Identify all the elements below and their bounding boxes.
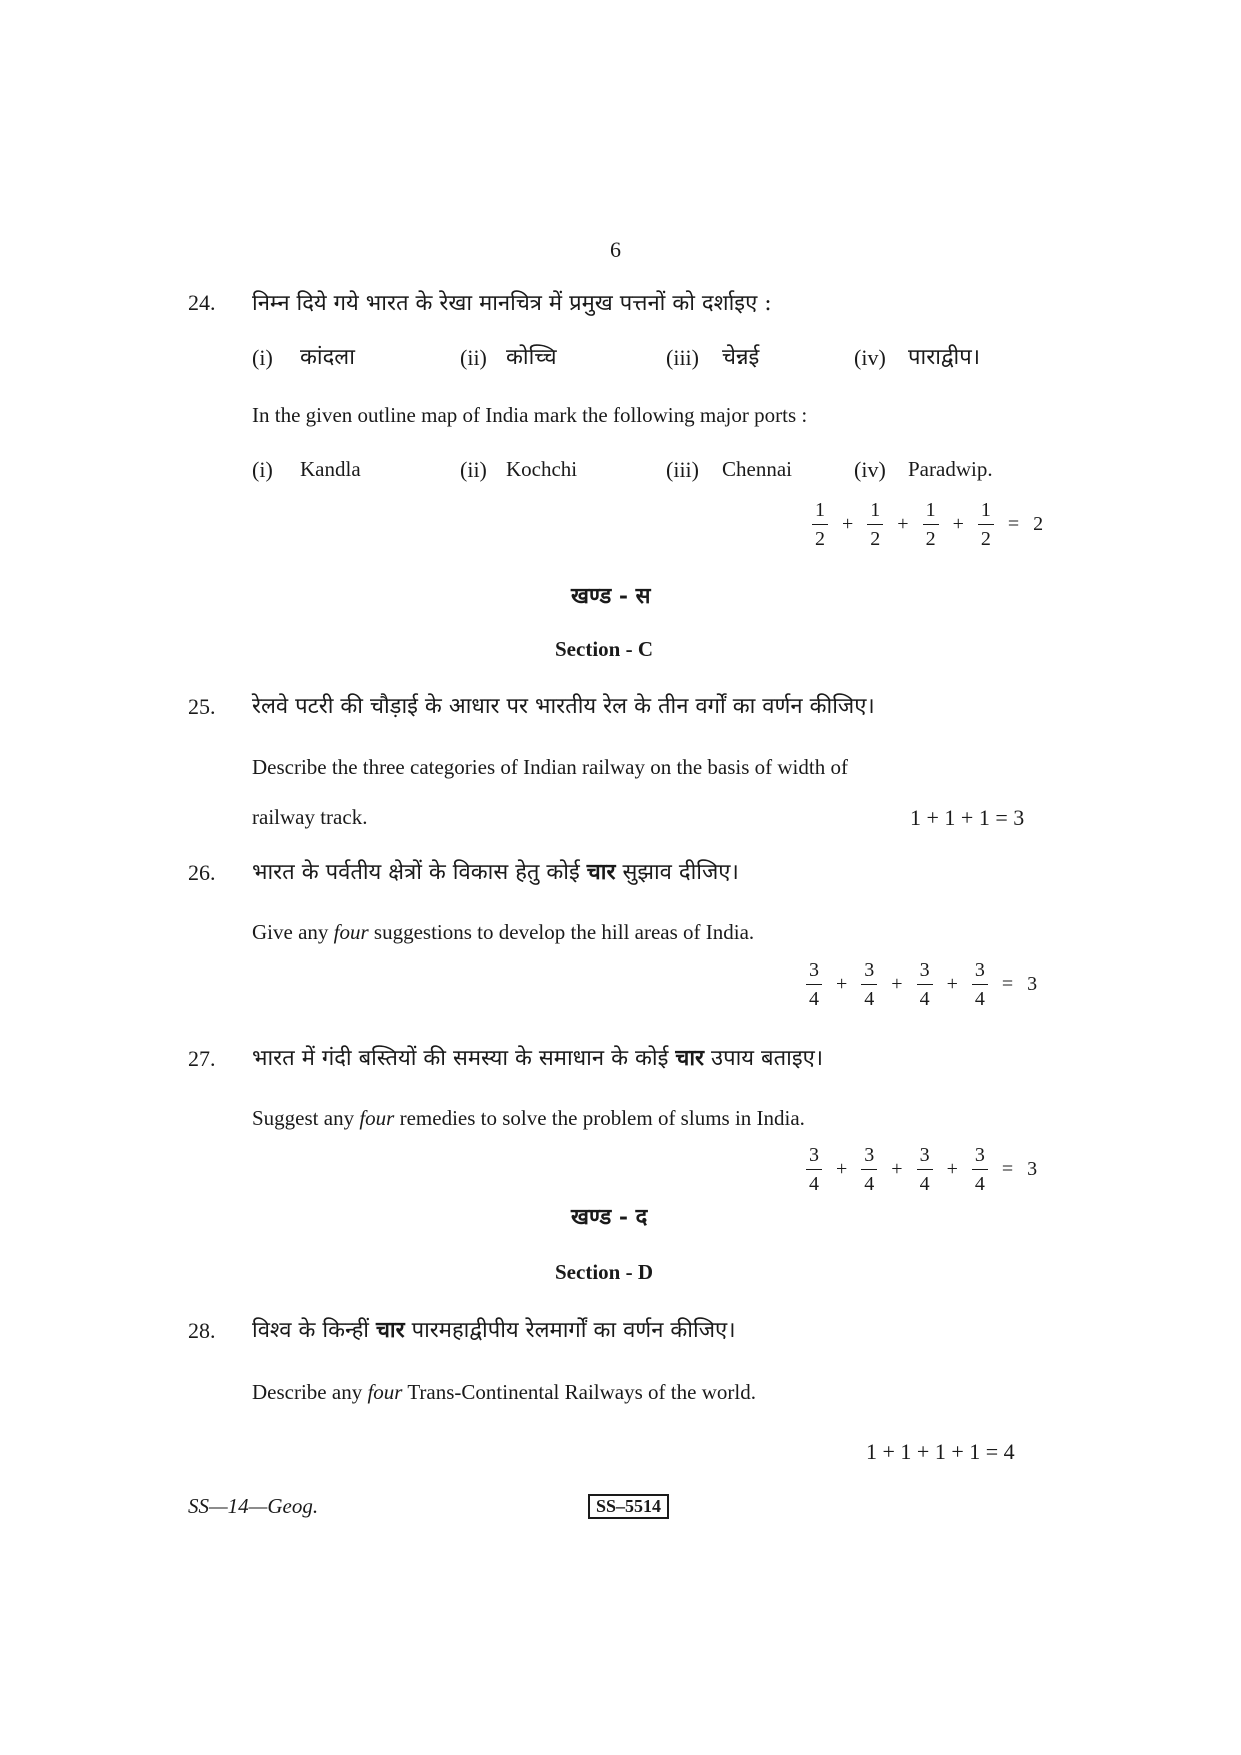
equals-sign: = [1007,513,1020,535]
section-d-hindi-heading: खण्ड - द [571,1204,648,1230]
q28-hindi-post: पारमहाद्वीपीय रेलमार्गों का वर्णन कीजिए। [404,1318,736,1343]
q24-en-opt1-label: (i) [252,457,273,482]
plus-sign: + [842,513,854,535]
q24-mark-fraction-3: $\frac{1}{2}$ [923,500,939,549]
q27-mark-fraction-3: $\frac{3}{4}$ [917,1145,933,1194]
q26-hindi-pre: भारत के पर्वतीय क्षेत्रों के विकास हेतु कोई [252,860,587,885]
plus-sign: + [891,973,903,995]
q27-english-pre: Suggest any [252,1106,360,1130]
q26-hindi-text [252,856,739,886]
q28-english-post: Trans-Continental Railways of the world. [402,1380,756,1404]
q28-english-ital: four [367,1380,403,1404]
q26-hindi-bold: चार [586,859,616,885]
q24-english-text: In the given outline map of India mark the following major ports : [252,403,808,427]
q24-hi-opt2-label: (ii) [460,345,487,370]
q28-english-pre: Describe any [252,1380,368,1404]
plus-sign: + [946,973,958,995]
q26-marks [806,960,1037,1009]
q26-mark-fraction-1: $\frac{3}{4}$ [806,960,822,1009]
q27-hindi-text [252,1042,823,1072]
q24-hi-opt4-label: (iv) [854,345,886,370]
q26-mark-fraction-2: $\frac{3}{4}$ [861,960,877,1009]
equals-sign: = [1001,973,1014,995]
q24-marks-total: 2 [1033,513,1044,535]
q24-marks [812,500,1043,549]
equals-sign: = [1001,1158,1014,1180]
q24-hi-opt1: कांदला [300,345,355,370]
q26-english-pre: Give any [252,920,334,944]
plus-sign: + [897,513,909,535]
section-c-hindi-heading: खण्ड - स [571,583,651,609]
q27-number: 27. [188,1046,216,1071]
q27-english-text [252,1106,805,1131]
q26-hindi-post: सुझाव दीजिए। [615,860,739,885]
q25-number: 25. [188,694,216,719]
q24-en-opt3-label: (iii) [666,457,699,482]
plus-sign: + [946,1158,958,1180]
footer-paper-code: SS–5514 [588,1494,669,1519]
plus-sign: + [836,1158,848,1180]
q24-en-opt2: Kochchi [506,457,578,481]
q28-hindi-pre: विश्व के किन्हीं [252,1318,376,1343]
q27-hindi-post: उपाय बताइए। [704,1046,824,1071]
q27-hindi-bold: चार [675,1045,705,1071]
plus-sign: + [836,973,848,995]
q25-english-line2: railway track. [252,805,368,829]
q28-number: 28. [188,1318,216,1343]
section-c-heading: Section - C [555,637,653,661]
q24-hi-opt3-label: (iii) [666,345,699,370]
q24-hi-opt4: पाराद्वीप। [908,345,981,370]
q27-english-post: remedies to solve the problem of slums in India. [394,1106,805,1130]
q24-en-opt4-label: (iv) [854,457,886,482]
plus-sign: + [952,513,964,535]
q26-mark-fraction-4: $\frac{3}{4}$ [972,960,988,1009]
q26-marks-total: 3 [1027,973,1038,995]
q28-hindi-bold: चार [375,1317,405,1343]
q27-marks [806,1145,1037,1194]
q26-english-text [252,920,754,945]
q24-en-opt3: Chennai [722,457,792,481]
q24-mark-fraction-2: $\frac{1}{2}$ [867,500,883,549]
q28-english-text [252,1380,756,1405]
q27-english-ital: four [359,1106,395,1130]
q24-number: 24. [188,290,216,315]
q27-mark-fraction-1: $\frac{3}{4}$ [806,1145,822,1194]
q24-mark-fraction-4: $\frac{1}{2}$ [978,500,994,549]
q24-en-opt1: Kandla [300,457,361,481]
q28-marks: 1 + 1 + 1 + 1 = 4 [866,1439,1015,1464]
q27-mark-fraction-2: $\frac{3}{4}$ [861,1145,877,1194]
q25-english-line1: Describe the three categories of Indian railway on the basis of width of [252,755,848,779]
footer-subject-code: SS—14—Geog. [188,1494,319,1518]
q28-hindi-text [252,1314,736,1344]
plus-sign: + [891,1158,903,1180]
q24-hi-opt2: कोच्चि [506,345,557,370]
q24-en-opt4: Paradwip. [908,457,993,481]
q26-number: 26. [188,860,216,885]
q27-mark-fraction-4: $\frac{3}{4}$ [972,1145,988,1194]
section-d-heading: Section - D [555,1260,653,1284]
q26-english-post: suggestions to develop the hill areas of India. [368,920,755,944]
q24-mark-fraction-1: $\frac{1}{2}$ [812,500,828,549]
q24-en-opt2-label: (ii) [460,457,487,482]
q24-hi-opt3: चेन्नई [722,345,760,370]
q24-hi-opt1-label: (i) [252,345,273,370]
q26-english-ital: four [333,920,369,944]
q25-hindi-text: रेलवे पटरी की चौड़ाई के आधार पर भारतीय रेल के तीन वर्गों का वर्णन कीजिए। [252,694,875,719]
page-number: 6 [610,237,621,262]
q26-mark-fraction-3: $\frac{3}{4}$ [917,960,933,1009]
q25-marks: 1 + 1 + 1 = 3 [910,805,1025,830]
q24-hindi-text: निम्न दिये गये भारत के रेखा मानचित्र में प्रमुख पत्तनों को दर्शाइए : [252,291,772,316]
q27-hindi-pre: भारत में गंदी बस्तियों की समस्या के समाधान के कोई [252,1046,676,1071]
q27-marks-total: 3 [1027,1158,1038,1180]
